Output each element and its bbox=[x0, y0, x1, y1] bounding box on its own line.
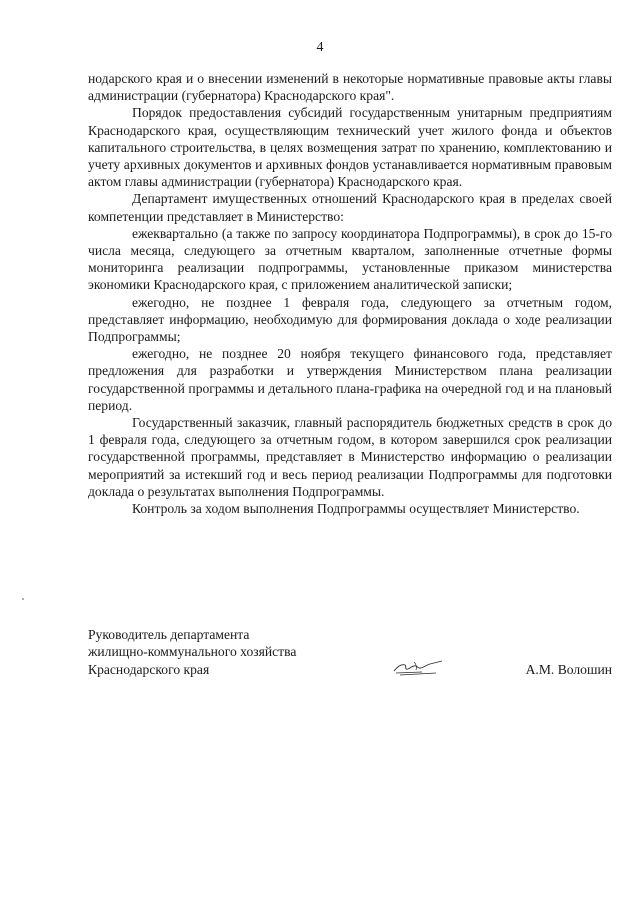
margin-speck bbox=[22, 598, 24, 600]
signer-title-line: Руководитель департамента bbox=[88, 627, 250, 642]
paragraph-state-customer: Государственный заказчик, главный распорядитель бюджетных средств в срок до 1 февраля года, следующего за отчетным годом, в котором завершился срок реализации государственной программы, представляет в Министерство информацию о реализации мероприятий за истекший год и весь период реализации Подпрограммы для подготовки доклада о результатах выполнения Подпрограммы. bbox=[88, 415, 612, 499]
paragraph-continuation: нодарского края и о внесении изменений в некоторые нормативные правовые акты главы администрации (губернатора) Краснодарского края". bbox=[88, 71, 612, 104]
paragraph-quarterly-reporting: ежеквартально (а также по запросу координатора Подпрограммы), в срок до 15-го числа месяца, следующего за отчетным кварталом, заполненные отчетные формы мониторинга реализации подпрограммы, установленные приказом министерства экономики Краснодарского края, с приложением аналитической записки; bbox=[88, 225, 612, 293]
signer-title-line: жилищно-коммунального хозяйства bbox=[88, 644, 297, 660]
handwritten-signature bbox=[392, 656, 444, 678]
paragraph-control: Контроль за ходом выполнения Подпрограммы осуществляет Министерство. bbox=[132, 501, 580, 517]
signature-block bbox=[88, 626, 612, 686]
paragraph-subsidy-procedure: Порядок предоставления субсидий государственным унитарным предприятиям Краснодарского края, осуществляющим технический учет жилого фонда и объектов капитального строительства, в целях возмещения затрат по хранению, комплектованию и учету архивных документов и архивных фондов устанавливается нормативным правовым актом главы администрации (губернатора) Краснодарского края. bbox=[88, 105, 612, 190]
signer-title-line: Краснодарского края bbox=[88, 661, 210, 677]
signer-name: А.М. Волошин bbox=[525, 661, 612, 677]
paragraph-annual-february: ежегодно, не позднее 1 февраля года, следующего за отчетным годом, представляет информацию, необходимую для формирования доклада о ходе реализации Подпрограммы; bbox=[88, 294, 612, 345]
paragraph-property-department: Департамент имущественных отношений Краснодарского края в пределах своей компетенции представляет в Министерство: bbox=[88, 191, 612, 224]
paragraph-annual-november: ежегодно, не позднее 20 ноября текущего финансового года, представляет предложения для разработки и утверждения Министерством плана реализации государственной программы и детального плана-графика на очередной год и на плановый период. bbox=[88, 346, 612, 413]
page-number: 4 bbox=[316, 40, 324, 55]
document-body bbox=[88, 70, 612, 517]
